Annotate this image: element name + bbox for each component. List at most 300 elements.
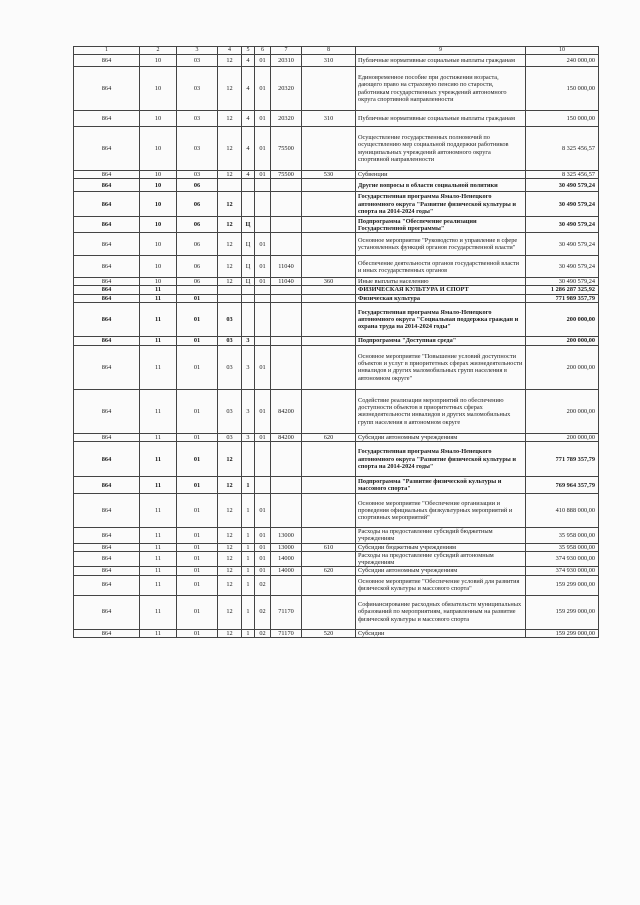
item-name-cell: Подпрограмма "Обеспечение реализации Государственной программы": [356, 217, 526, 233]
section-code-cell: 11: [140, 433, 177, 441]
admin-code-cell: 864: [74, 433, 140, 441]
expense-type-code-cell: [302, 389, 356, 433]
direction-code-cell: [271, 442, 302, 477]
activity-code-cell: [255, 477, 271, 494]
admin-code-cell: 864: [74, 217, 140, 233]
section-code-cell: 11: [140, 551, 177, 566]
subsection-code-cell: 06: [177, 278, 218, 286]
subprogram-code-cell: 3: [242, 345, 255, 389]
subsection-code-cell: 01: [177, 336, 218, 345]
subsection-code-cell: 01: [177, 433, 218, 441]
program-code-cell: 12: [218, 528, 242, 543]
admin-code-cell: 864: [74, 286, 140, 294]
direction-code-cell: [271, 294, 302, 302]
table-row: [74, 336, 599, 345]
amount-cell: 374 930 000,00: [526, 567, 599, 575]
amount-cell: 771 789 357,79: [526, 442, 599, 477]
subsection-code-cell: 01: [177, 389, 218, 433]
subprogram-code-cell: Ц: [242, 278, 255, 286]
subsection-code-cell: 01: [177, 551, 218, 566]
program-code-cell: 12: [218, 543, 242, 551]
program-code-cell: 12: [218, 477, 242, 494]
admin-code-cell: 864: [74, 278, 140, 286]
admin-code-cell: 864: [74, 345, 140, 389]
section-code-cell: 11: [140, 629, 177, 637]
subsection-code-cell: 06: [177, 217, 218, 233]
item-name-cell: Содействие реализации мероприятий по обеспечению доступности объектов в приоритетных сферах жизнедеятельности инвалидов и других маломобильных групп населения в автономном округе: [356, 389, 526, 433]
expense-type-code-cell: [302, 127, 356, 171]
amount-cell: 1 286 287 325,92: [526, 286, 599, 294]
section-code-cell: 10: [140, 127, 177, 171]
activity-code-cell: 01: [255, 528, 271, 543]
direction-code-cell: 13000: [271, 528, 302, 543]
subprogram-code-cell: 1: [242, 477, 255, 494]
item-name-cell: Основное мероприятие "Обеспечение организации и проведения официальных физкультурных мероприятий и спортивных мероприятий": [356, 494, 526, 528]
subsection-code-cell: 01: [177, 442, 218, 477]
section-code-cell: 10: [140, 171, 177, 179]
activity-code-cell: 01: [255, 433, 271, 441]
program-code-cell: 12: [218, 256, 242, 278]
direction-code-cell: [271, 179, 302, 192]
activity-code-cell: 01: [255, 127, 271, 171]
subprogram-code-cell: Ц: [242, 256, 255, 278]
admin-code-cell: 864: [74, 595, 140, 629]
direction-code-cell: 14000: [271, 567, 302, 575]
admin-code-cell: 864: [74, 233, 140, 256]
expense-type-code-cell: [302, 233, 356, 256]
expense-type-code-cell: [302, 345, 356, 389]
item-name-cell: Субсидии автономным учреждениям: [356, 433, 526, 441]
subprogram-code-cell: 3: [242, 433, 255, 441]
admin-code-cell: 864: [74, 442, 140, 477]
section-code-cell: 11: [140, 302, 177, 336]
amount-cell: 8 325 456,57: [526, 171, 599, 179]
direction-code-cell: 75500: [271, 127, 302, 171]
direction-code-cell: [271, 575, 302, 595]
subprogram-code-cell: 1: [242, 595, 255, 629]
subprogram-code-cell: [242, 192, 255, 217]
expense-type-code-cell: 310: [302, 111, 356, 127]
direction-code-cell: 71170: [271, 595, 302, 629]
program-code-cell: 12: [218, 55, 242, 67]
subprogram-code-cell: [242, 442, 255, 477]
section-code-cell: 11: [140, 567, 177, 575]
activity-code-cell: 01: [255, 233, 271, 256]
expense-type-code-cell: [302, 217, 356, 233]
direction-code-cell: 71170: [271, 629, 302, 637]
subprogram-code-cell: 1: [242, 528, 255, 543]
item-name-cell: Субсидии бюджетным учреждениям: [356, 543, 526, 551]
admin-code-cell: 864: [74, 567, 140, 575]
table-row: [74, 256, 599, 278]
amount-cell: 200 000,00: [526, 433, 599, 441]
amount-cell: 240 000,00: [526, 55, 599, 67]
table-row: [74, 171, 599, 179]
subsection-code-cell: 03: [177, 111, 218, 127]
direction-code-cell: [271, 336, 302, 345]
column-number-row: [74, 47, 599, 55]
program-code-cell: 12: [218, 171, 242, 179]
amount-cell: 200 000,00: [526, 389, 599, 433]
admin-code-cell: 864: [74, 543, 140, 551]
program-code-cell: 03: [218, 336, 242, 345]
admin-code-cell: 864: [74, 528, 140, 543]
expense-type-code-cell: 310: [302, 55, 356, 67]
column-number: 7: [271, 47, 302, 55]
amount-cell: 769 964 357,79: [526, 477, 599, 494]
admin-code-cell: 864: [74, 575, 140, 595]
item-name-cell: Расходы на предоставление субсидий автономным учреждениям: [356, 551, 526, 566]
program-code-cell: 12: [218, 217, 242, 233]
subsection-code-cell: 03: [177, 55, 218, 67]
admin-code-cell: 864: [74, 171, 140, 179]
activity-code-cell: [255, 192, 271, 217]
program-code-cell: 12: [218, 575, 242, 595]
subsection-code-cell: 06: [177, 233, 218, 256]
section-code-cell: 11: [140, 494, 177, 528]
program-code-cell: 12: [218, 442, 242, 477]
subsection-code-cell: 01: [177, 302, 218, 336]
item-name-cell: Физическая культура: [356, 294, 526, 302]
activity-code-cell: 01: [255, 551, 271, 566]
activity-code-cell: 01: [255, 345, 271, 389]
item-name-cell: Основное мероприятие "Руководство и управление в сфере установленных функций органов государственной власти": [356, 233, 526, 256]
direction-code-cell: 14000: [271, 551, 302, 566]
activity-code-cell: 01: [255, 389, 271, 433]
section-code-cell: 10: [140, 217, 177, 233]
item-name-cell: Основное мероприятие "Повышение условий доступности объектов и услуг в приоритетных сферах жизнедеятельности инвалидов и других маломобильных групп населения в автономном округе": [356, 345, 526, 389]
direction-code-cell: 20320: [271, 111, 302, 127]
subsection-code-cell: 01: [177, 477, 218, 494]
table-row: [74, 551, 599, 566]
subprogram-code-cell: 1: [242, 575, 255, 595]
subprogram-code-cell: 1: [242, 629, 255, 637]
program-code-cell: 12: [218, 629, 242, 637]
subprogram-code-cell: [242, 294, 255, 302]
program-code-cell: 03: [218, 433, 242, 441]
table-row: [74, 575, 599, 595]
table-row: [74, 294, 599, 302]
activity-code-cell: 01: [255, 278, 271, 286]
subprogram-code-cell: Ц: [242, 217, 255, 233]
column-number: 5: [242, 47, 255, 55]
item-name-cell: Публичные нормативные социальные выплаты гражданам: [356, 111, 526, 127]
item-name-cell: Государственная программа Ямало-Ненецкого автономного округа "Развитие физической культуры и спорта на 2014-2024 годы": [356, 192, 526, 217]
item-name-cell: Расходы на предоставление субсидий бюджетным учреждениям: [356, 528, 526, 543]
program-code-cell: [218, 294, 242, 302]
admin-code-cell: 864: [74, 477, 140, 494]
column-number: 9: [356, 47, 526, 55]
item-name-cell: Государственная программа Ямало-Ненецкого автономного округа "Развитие физической культуры и спорта на 2014-2024 годы": [356, 442, 526, 477]
admin-code-cell: 864: [74, 111, 140, 127]
table-row: [74, 217, 599, 233]
activity-code-cell: [255, 294, 271, 302]
subsection-code-cell: 01: [177, 494, 218, 528]
activity-code-cell: 01: [255, 543, 271, 551]
subprogram-code-cell: 3: [242, 389, 255, 433]
section-code-cell: 11: [140, 595, 177, 629]
amount-cell: 35 958 000,00: [526, 543, 599, 551]
activity-code-cell: [255, 302, 271, 336]
section-code-cell: 11: [140, 336, 177, 345]
section-code-cell: 10: [140, 192, 177, 217]
section-code-cell: 11: [140, 389, 177, 433]
amount-cell: 200 000,00: [526, 345, 599, 389]
item-name-cell: Осуществление государственных полномочий по осуществлению мер социальной поддержки работников муниципальных учреждений автономного округа спортивной направленности: [356, 127, 526, 171]
expense-type-code-cell: [302, 192, 356, 217]
table-row: [74, 345, 599, 389]
subsection-code-cell: 03: [177, 171, 218, 179]
activity-code-cell: 02: [255, 575, 271, 595]
program-code-cell: [218, 286, 242, 294]
section-code-cell: 11: [140, 543, 177, 551]
table-row: [74, 433, 599, 441]
amount-cell: 150 000,00: [526, 67, 599, 111]
expense-type-code-cell: [302, 256, 356, 278]
subsection-code-cell: 01: [177, 294, 218, 302]
direction-code-cell: 20310: [271, 55, 302, 67]
amount-cell: 30 490 579,24: [526, 179, 599, 192]
admin-code-cell: 864: [74, 127, 140, 171]
subsection-code-cell: 06: [177, 192, 218, 217]
expense-type-code-cell: 610: [302, 543, 356, 551]
expense-type-code-cell: [302, 67, 356, 111]
section-code-cell: 10: [140, 67, 177, 111]
subprogram-code-cell: 4: [242, 67, 255, 111]
subsection-code-cell: 01: [177, 567, 218, 575]
direction-code-cell: 84200: [271, 389, 302, 433]
admin-code-cell: 864: [74, 302, 140, 336]
amount-cell: 159 299 000,00: [526, 629, 599, 637]
expense-type-code-cell: 620: [302, 433, 356, 441]
subsection-code-cell: 03: [177, 67, 218, 111]
section-code-cell: 11: [140, 345, 177, 389]
program-code-cell: [218, 179, 242, 192]
amount-cell: 200 000,00: [526, 336, 599, 345]
subsection-code-cell: 01: [177, 595, 218, 629]
item-name-cell: Государственная программа Ямало-Ненецкого автономного округа "Социальная поддержка граждан и охрана труда на 2014-2024 годы": [356, 302, 526, 336]
admin-code-cell: 864: [74, 179, 140, 192]
column-number: 1: [74, 47, 140, 55]
section-code-cell: 10: [140, 233, 177, 256]
program-code-cell: 03: [218, 302, 242, 336]
direction-code-cell: 84200: [271, 433, 302, 441]
activity-code-cell: 02: [255, 595, 271, 629]
column-number: 6: [255, 47, 271, 55]
program-code-cell: 12: [218, 278, 242, 286]
amount-cell: 159 299 000,00: [526, 575, 599, 595]
section-code-cell: 10: [140, 256, 177, 278]
section-code-cell: 11: [140, 528, 177, 543]
direction-code-cell: 11040: [271, 278, 302, 286]
admin-code-cell: 864: [74, 551, 140, 566]
subprogram-code-cell: 4: [242, 171, 255, 179]
table-row: [74, 567, 599, 575]
table-row: [74, 543, 599, 551]
expense-type-code-cell: [302, 551, 356, 566]
direction-code-cell: [271, 302, 302, 336]
item-name-cell: Субсидии: [356, 629, 526, 637]
expense-type-code-cell: 530: [302, 171, 356, 179]
expense-type-code-cell: [302, 302, 356, 336]
table-row: [74, 192, 599, 217]
program-code-cell: 03: [218, 389, 242, 433]
section-code-cell: 11: [140, 286, 177, 294]
activity-code-cell: 01: [255, 67, 271, 111]
direction-code-cell: [271, 217, 302, 233]
amount-cell: 771 989 357,79: [526, 294, 599, 302]
table-row: [74, 442, 599, 477]
direction-code-cell: 13000: [271, 543, 302, 551]
table-row: [74, 233, 599, 256]
table-row: [74, 477, 599, 494]
subprogram-code-cell: 1: [242, 543, 255, 551]
section-code-cell: 11: [140, 575, 177, 595]
program-code-cell: 12: [218, 551, 242, 566]
table-row: [74, 629, 599, 637]
amount-cell: 410 888 000,00: [526, 494, 599, 528]
activity-code-cell: [255, 336, 271, 345]
admin-code-cell: 864: [74, 256, 140, 278]
amount-cell: 200 000,00: [526, 302, 599, 336]
subsection-code-cell: 06: [177, 256, 218, 278]
section-code-cell: 11: [140, 442, 177, 477]
expense-type-code-cell: [302, 179, 356, 192]
amount-cell: 30 490 579,24: [526, 256, 599, 278]
item-name-cell: Основное мероприятие "Обеспечение условий для развития физической культуры и массового спорта": [356, 575, 526, 595]
program-code-cell: 12: [218, 192, 242, 217]
activity-code-cell: 01: [255, 256, 271, 278]
expense-type-code-cell: [302, 286, 356, 294]
subprogram-code-cell: 4: [242, 55, 255, 67]
subsection-code-cell: 01: [177, 629, 218, 637]
subsection-code-cell: 01: [177, 528, 218, 543]
direction-code-cell: 75500: [271, 171, 302, 179]
subsection-code-cell: 01: [177, 345, 218, 389]
subprogram-code-cell: 3: [242, 336, 255, 345]
subprogram-code-cell: 4: [242, 111, 255, 127]
subprogram-code-cell: 4: [242, 127, 255, 171]
table-row: [74, 302, 599, 336]
subsection-code-cell: 01: [177, 575, 218, 595]
subprogram-code-cell: [242, 286, 255, 294]
admin-code-cell: 864: [74, 294, 140, 302]
program-code-cell: 12: [218, 127, 242, 171]
item-name-cell: Обеспечение деятельности органов государственной власти и иных государственных органов: [356, 256, 526, 278]
table-row: [74, 111, 599, 127]
section-code-cell: 10: [140, 111, 177, 127]
activity-code-cell: [255, 179, 271, 192]
subsection-code-cell: 01: [177, 543, 218, 551]
subprogram-code-cell: 1: [242, 551, 255, 566]
direction-code-cell: [271, 286, 302, 294]
column-number: 4: [218, 47, 242, 55]
item-name-cell: Подпрограмма "Развитие физической культуры и массового спорта": [356, 477, 526, 494]
admin-code-cell: 864: [74, 629, 140, 637]
item-name-cell: Иные выплаты населению: [356, 278, 526, 286]
table-body: [74, 47, 599, 638]
item-name-cell: Субвенции: [356, 171, 526, 179]
direction-code-cell: 20320: [271, 67, 302, 111]
expense-type-code-cell: [302, 477, 356, 494]
activity-code-cell: 01: [255, 111, 271, 127]
activity-code-cell: 01: [255, 494, 271, 528]
item-name-cell: Субсидии автономным учреждениям: [356, 567, 526, 575]
activity-code-cell: 01: [255, 55, 271, 67]
column-number: 10: [526, 47, 599, 55]
table-row: [74, 494, 599, 528]
admin-code-cell: 864: [74, 494, 140, 528]
table-row: [74, 286, 599, 294]
activity-code-cell: [255, 442, 271, 477]
item-name-cell: Единовременное пособие при достижении возраста, дающего право на страховую пенсию по старости, работникам государственных учреждений автономного округа спортивной направленности: [356, 67, 526, 111]
direction-code-cell: [271, 233, 302, 256]
table-row: [74, 389, 599, 433]
amount-cell: 8 325 456,57: [526, 127, 599, 171]
program-code-cell: 12: [218, 67, 242, 111]
admin-code-cell: 864: [74, 55, 140, 67]
section-code-cell: 10: [140, 55, 177, 67]
table-row: [74, 127, 599, 171]
program-code-cell: 12: [218, 595, 242, 629]
amount-cell: 150 000,00: [526, 111, 599, 127]
column-number: 2: [140, 47, 177, 55]
expense-type-code-cell: [302, 294, 356, 302]
activity-code-cell: [255, 217, 271, 233]
activity-code-cell: 02: [255, 629, 271, 637]
item-name-cell: Публичные нормативные социальные выплаты гражданам: [356, 55, 526, 67]
expense-type-code-cell: [302, 442, 356, 477]
amount-cell: 30 490 579,24: [526, 233, 599, 256]
item-name-cell: ФИЗИЧЕСКАЯ КУЛЬТУРА И СПОРТ: [356, 286, 526, 294]
amount-cell: 30 490 579,24: [526, 217, 599, 233]
budget-table: [73, 46, 599, 638]
admin-code-cell: 864: [74, 192, 140, 217]
direction-code-cell: [271, 345, 302, 389]
table-row: [74, 595, 599, 629]
program-code-cell: 03: [218, 345, 242, 389]
amount-cell: 35 958 000,00: [526, 528, 599, 543]
amount-cell: 30 490 579,24: [526, 192, 599, 217]
amount-cell: 30 490 579,24: [526, 278, 599, 286]
expense-type-code-cell: 620: [302, 567, 356, 575]
subsection-code-cell: [177, 286, 218, 294]
subsection-code-cell: 03: [177, 127, 218, 171]
section-code-cell: 10: [140, 179, 177, 192]
program-code-cell: 12: [218, 233, 242, 256]
program-code-cell: 12: [218, 494, 242, 528]
table-row: [74, 55, 599, 67]
item-name-cell: Подпрограмма "Доступная среда": [356, 336, 526, 345]
admin-code-cell: 864: [74, 67, 140, 111]
table-row: [74, 67, 599, 111]
expense-type-code-cell: [302, 494, 356, 528]
section-code-cell: 10: [140, 278, 177, 286]
expense-type-code-cell: 360: [302, 278, 356, 286]
activity-code-cell: [255, 286, 271, 294]
table-row: [74, 528, 599, 543]
admin-code-cell: 864: [74, 389, 140, 433]
amount-cell: 374 930 000,00: [526, 551, 599, 566]
subprogram-code-cell: Ц: [242, 233, 255, 256]
direction-code-cell: [271, 192, 302, 217]
expense-type-code-cell: [302, 528, 356, 543]
subprogram-code-cell: 1: [242, 494, 255, 528]
program-code-cell: 12: [218, 111, 242, 127]
item-name-cell: Софинансирование расходных обязательств муниципальных образований по мероприятиям, направленным на развитие физической культуры и массового спорта: [356, 595, 526, 629]
subprogram-code-cell: [242, 179, 255, 192]
subsection-code-cell: 06: [177, 179, 218, 192]
